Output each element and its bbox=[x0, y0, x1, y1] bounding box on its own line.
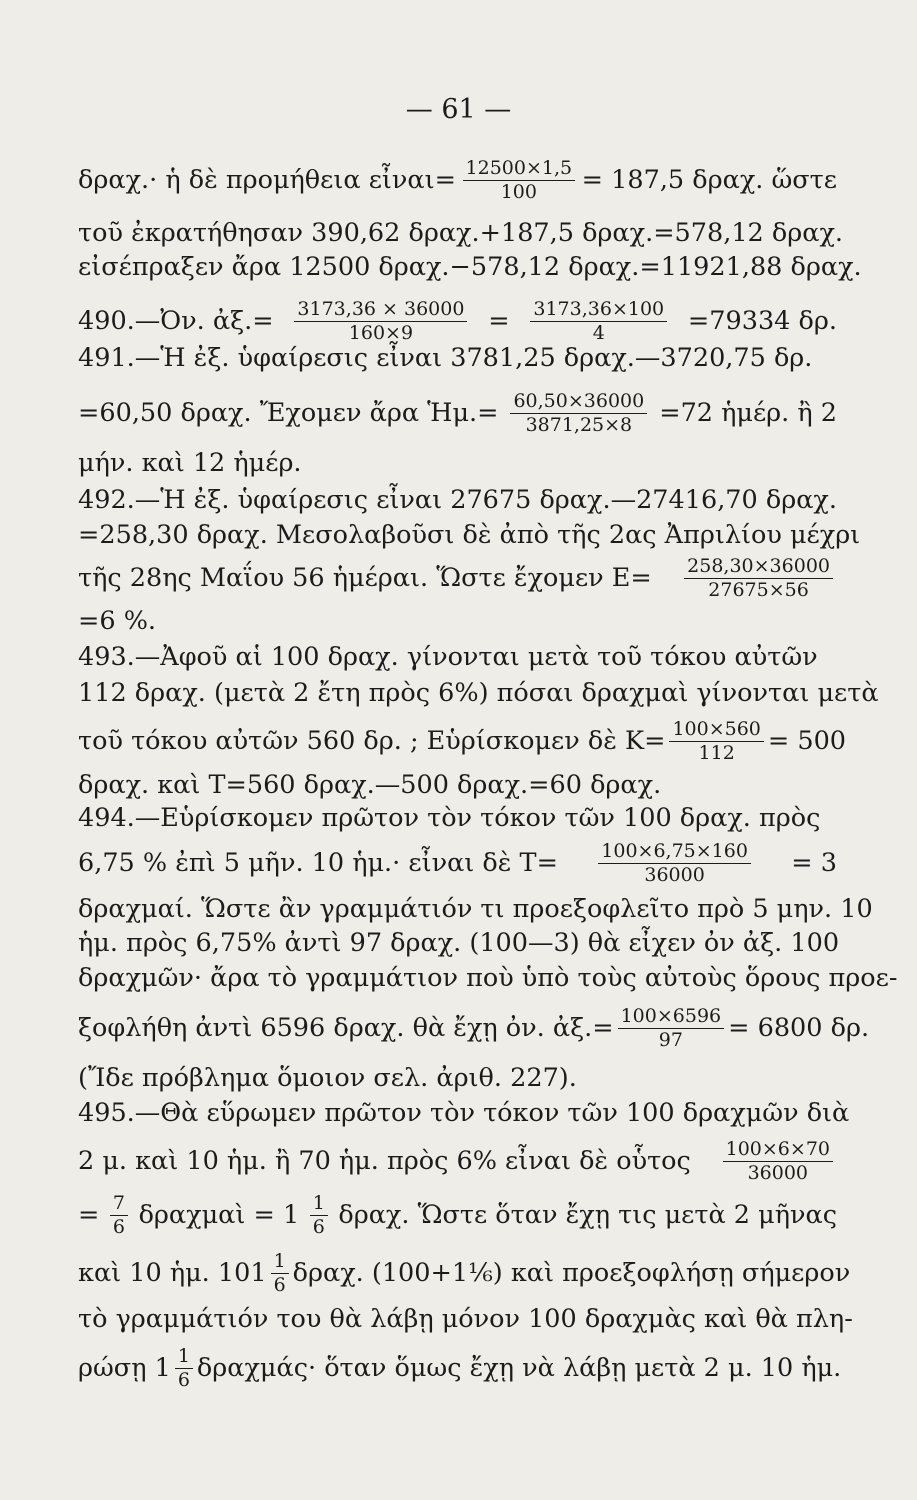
text-line-27: τὸ γραμμάτιόν του θὰ λάβῃ μόνον 100 δραχμὰς καὶ θὰ πλη- bbox=[78, 1304, 853, 1334]
text-line-23: 495.—Θὰ εὕρωμεν πρῶτον τὸν τόκον τῶν 100 δραχμῶν διὰ bbox=[78, 1098, 850, 1128]
text-line-1: δραχ.· ἡ δὲ προμήθεια εἶναι= $\frac{12500\times 1,5}{100}$ = 187,5 δραχ. ὥστε bbox=[78, 156, 837, 203]
fraction: $\frac{1}{6}$ bbox=[310, 1194, 328, 1237]
text-line-14: τοῦ τόκου αὐτῶν 560 δρ. ; Εὑρίσκομεν δὲ Κ= $\frac{100\times 560}{112}$ = 500 bbox=[78, 717, 847, 764]
text-line-2: τοῦ ἐκρατήθησαν 390,62 δραχ.+187,5 δραχ.=578,12 δραχ. bbox=[78, 218, 844, 248]
text-line-19: ἡμ. πρὸς 6,75% ἀντὶ 97 δραχ. (100—3) θὰ εἶχεν ὀν ἀξ. 100 bbox=[78, 928, 840, 958]
text-line-8: 492.—Ἡ ἐξ. ὑφαίρεσις εἶναι 27675 δραχ.—27416,70 δραχ. bbox=[78, 485, 837, 515]
fraction: $\frac{1}{6}$ bbox=[175, 1347, 193, 1390]
text-line-7: μήν. καὶ 12 ἡμέρ. bbox=[78, 448, 302, 478]
text-line-13: 112 δραχ. (μετὰ 2 ἔτη πρὸς 6%) πόσαι δραχμαὶ γίνονται μετὰ bbox=[78, 678, 879, 708]
text-line-4: 490.—Ὀν. ἀξ.= $\frac{3173,36 \times 36000}{160\times 9}$ = $\frac{3173,36\times 100}{4}$ =79334 δρ. bbox=[78, 297, 837, 344]
text-line-22: (Ἴδε πρόβλημα ὅμοιον σελ. ἀριθ. 227). bbox=[78, 1063, 577, 1093]
fraction: $\frac{3173,36\times 100}{4}$ bbox=[530, 300, 667, 343]
fraction: $\frac{100\times 6\times 70}{36000}$ bbox=[723, 1140, 833, 1183]
text-line-3: εἰσέπραξεν ἄρα 12500 δραχ.−578,12 δραχ.=11921,88 δραχ. bbox=[78, 252, 862, 282]
text-line-15: δραχ. καὶ Τ=560 δραχ.—500 δραχ.=60 δραχ. bbox=[78, 770, 662, 800]
text-line-25: = $\frac{7}{6}$ δραχμαὶ = 1 $\frac{1}{6}$ δραχ. Ὥστε ὅταν ἔχῃ τις μετὰ 2 μῆνας bbox=[78, 1191, 837, 1238]
text-line-17: 6,75 % ἐπὶ 5 μῆν. 10 ἡμ.· εἶναι δὲ Τ= $\frac{100\times 6,75\times 160}{36000}$ = 3 bbox=[78, 839, 837, 886]
text-line-11: =6 %. bbox=[78, 606, 157, 636]
text-line-16: 494.—Εὑρίσκομεν πρῶτον τὸν τόκον τῶν 100 δραχ. πρὸς bbox=[78, 803, 821, 833]
fraction: $\frac{60,50\times 36000}{3871,25\times 8}$ bbox=[510, 392, 647, 435]
text-line-28: ρώσῃ 1 $\frac{1}{6}$ δραχμάς· ὅταν ὅμως ἔχῃ νὰ λάβῃ μετὰ 2 μ. 10 ἡμ. bbox=[78, 1344, 842, 1391]
text-line-26: καὶ 10 ἡμ. 101 $\frac{1}{6}$ δραχ. (100+1⅙) καὶ προεξοφλήσῃ σήμερον bbox=[78, 1249, 851, 1296]
text-line-21: ξοφλήθη ἀντὶ 6596 δραχ. θὰ ἔχῃ ὀν. ἀξ.= $\frac{100\times 6596}{97}$ = 6800 δρ. bbox=[78, 1004, 870, 1051]
fraction: $\frac{258,30\times 36000}{27675\times 56}$ bbox=[684, 557, 833, 600]
fraction: $\frac{7}{6}$ bbox=[110, 1194, 128, 1237]
page-number: — 61 — bbox=[405, 94, 512, 125]
fraction: $\frac{12500\times 1,5}{100}$ bbox=[463, 159, 576, 202]
fraction: $\frac{100\times 560}{112}$ bbox=[669, 720, 763, 763]
text-line-18: δραχμαί. Ὥστε ἂν γραμμάτιόν τι προεξοφλεῖτο πρὸ 5 μην. 10 bbox=[78, 894, 873, 924]
text-line-24: 2 μ. καὶ 10 ἡμ. ἢ 70 ἡμ. πρὸς 6% εἶναι δὲ οὗτος $\frac{100\times 6\times 70}{36000}$ bbox=[78, 1138, 837, 1184]
text-line-5: 491.—Ἡ ἐξ. ὑφαίρεσις εἶναι 3781,25 δραχ.—3720,75 δρ. bbox=[78, 343, 813, 373]
text-line-9: =258,30 δραχ. Μεσολαβοῦσι δὲ ἀπὸ τῆς 2ας Ἀπριλίου μέχρι bbox=[78, 520, 861, 550]
fraction: $\frac{100\times 6,75\times 160}{36000}$ bbox=[598, 842, 751, 885]
fraction: $\frac{100\times 6596}{97}$ bbox=[618, 1007, 725, 1050]
text-line-6: =60,50 δραχ. Ἔχομεν ἄρα Ἡμ.= $\frac{60,50\times 36000}{3871,25\times 8}$ =72 ἡμέρ. ἢ 2 bbox=[78, 389, 837, 436]
fraction: $\frac{3173,36 \times 36000}{160\times 9}$ bbox=[294, 300, 467, 343]
text-line-20: δραχμῶν· ἄρα τὸ γραμμάτιον ποὺ ὑπὸ τοὺς αὐτοὺς ὅρους προε- bbox=[78, 963, 898, 993]
text-line-12: 493.—Ἀφοῦ αἱ 100 δραχ. γίνονται μετὰ τοῦ τόκου αὐτῶν bbox=[78, 642, 818, 672]
text-line-10: τῆς 28ης Μαΐου 56 ἡμέραι. Ὥστε ἔχομεν Ε= $\frac{258,30\times 36000}{27675\times 56}$ bbox=[78, 555, 837, 601]
fraction: $\frac{1}{6}$ bbox=[271, 1252, 289, 1295]
